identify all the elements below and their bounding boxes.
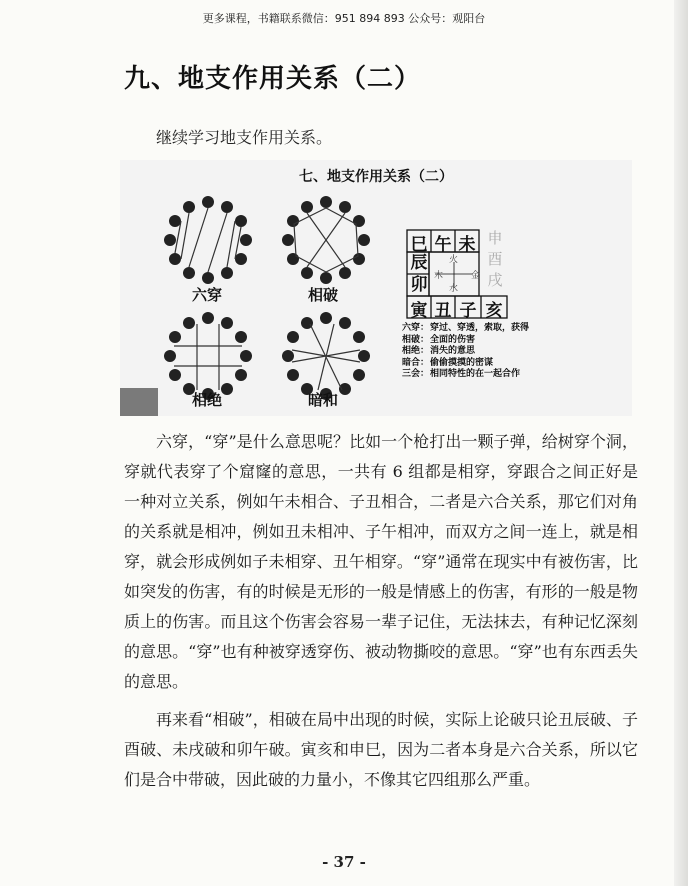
element-metal: 金 [471, 271, 481, 281]
legend-row [402, 346, 529, 358]
legend-value: 穿过、穿透，索取，获得 [430, 323, 530, 333]
branch-xu: 戌 [487, 271, 503, 289]
branch-chou: 丑 [434, 301, 452, 321]
legend-value: 偷偷摸摸的密谋 [430, 357, 494, 368]
grid-bottom-row [407, 296, 511, 321]
branch-wu: 午 [434, 235, 452, 255]
legend-key: 相绝： [402, 346, 430, 356]
xiangpo-wheel-diagram [280, 194, 372, 286]
legend-key: 相破： [402, 334, 430, 345]
page-number: - 37 - [322, 853, 366, 871]
page-header: 更多课程，书籍联系微信：951 894 893 公众号：观阳台 [202, 12, 486, 25]
intro-text: 继续学习地支作用关系。 [156, 128, 333, 147]
legend-key: 暗合： [402, 357, 430, 368]
branch-hai: 亥 [485, 301, 503, 321]
branch-shen: 申 [487, 229, 503, 247]
branch-chen: 辰 [410, 253, 428, 273]
element-fire: 火 [449, 255, 459, 265]
branch-you: 酉 [487, 250, 503, 268]
anhe-label: 暗和 [308, 391, 339, 409]
branch-zi: 子 [459, 301, 477, 321]
xiangjue-label: 相绝 [192, 391, 223, 409]
element-water: 水 [449, 284, 459, 294]
figure-image [120, 160, 632, 416]
figure-title: 七、地支作用关系（二） [299, 169, 453, 185]
branch-wei: 未 [458, 235, 476, 255]
legend-row [402, 369, 529, 381]
body-text [124, 427, 638, 795]
page-edge-shadow [674, 0, 688, 886]
figure-shadow-block [120, 388, 158, 416]
xiangpo-label: 相破 [308, 286, 339, 304]
legend-key: 三会： [402, 369, 430, 379]
grid-left-column [408, 252, 430, 296]
branch-yin: 寅 [410, 301, 428, 321]
branch-mao: 卯 [410, 275, 428, 295]
liuchuan-label: 六穿 [192, 286, 223, 304]
legend-row [402, 358, 529, 370]
legend-value: 相同特性的在一起合作 [430, 369, 521, 379]
legend-key: 六穿： [402, 323, 430, 333]
legend-value: 全面的伤害 [430, 334, 476, 345]
branch-si: 巳 [410, 235, 428, 255]
legend-row [402, 335, 529, 347]
element-wood: 木 [434, 271, 444, 281]
section-title: 九、地支作用关系（二） [124, 64, 422, 94]
grid-right-column [484, 228, 506, 291]
figure-legend [402, 323, 529, 381]
liuchuan-wheel-diagram [162, 194, 254, 286]
paragraph-xiangpo: 再来看“相破”，相破在局中出现的时候，实际上论破只论丑辰破、子酉破、未戌破和卯午破。寅亥和申巳，因为二者本身是六合关系，所以它们是合中带破，因此破的力量小，不像其它四组那么严重。 [124, 710, 638, 789]
legend-row [402, 323, 529, 335]
paragraph-liuchuan: 六穿，“穿”是什么意思呢？比如一个枪打出一颗子弹，给树穿个洞，穿就代表穿了个窟窿的意思，一共有 6 组都是相穿，穿跟合之间正好是一种对立关系，例如午未相合、子丑相合，二者是六合关系，那它们对角的关系就是相冲，例如丑未相冲、子午相冲，而双方之间一连上，就是相穿，就会形成例如子未相穿、丑午相穿。“穿”通常在现实中有被伤害，比如突发的伤害，有的时候是无形的一般是情感上的伤害，有形的一般是物质上的伤害。而且这个伤害会容易一辈子记住，无法抹去，有种记忆深刻的意思。“穿”也有种被穿透穿伤、被动物撕咬的意思。“穿”也有东西丢失的意思。 [124, 432, 638, 691]
legend-value: 消失的意思 [430, 346, 476, 356]
